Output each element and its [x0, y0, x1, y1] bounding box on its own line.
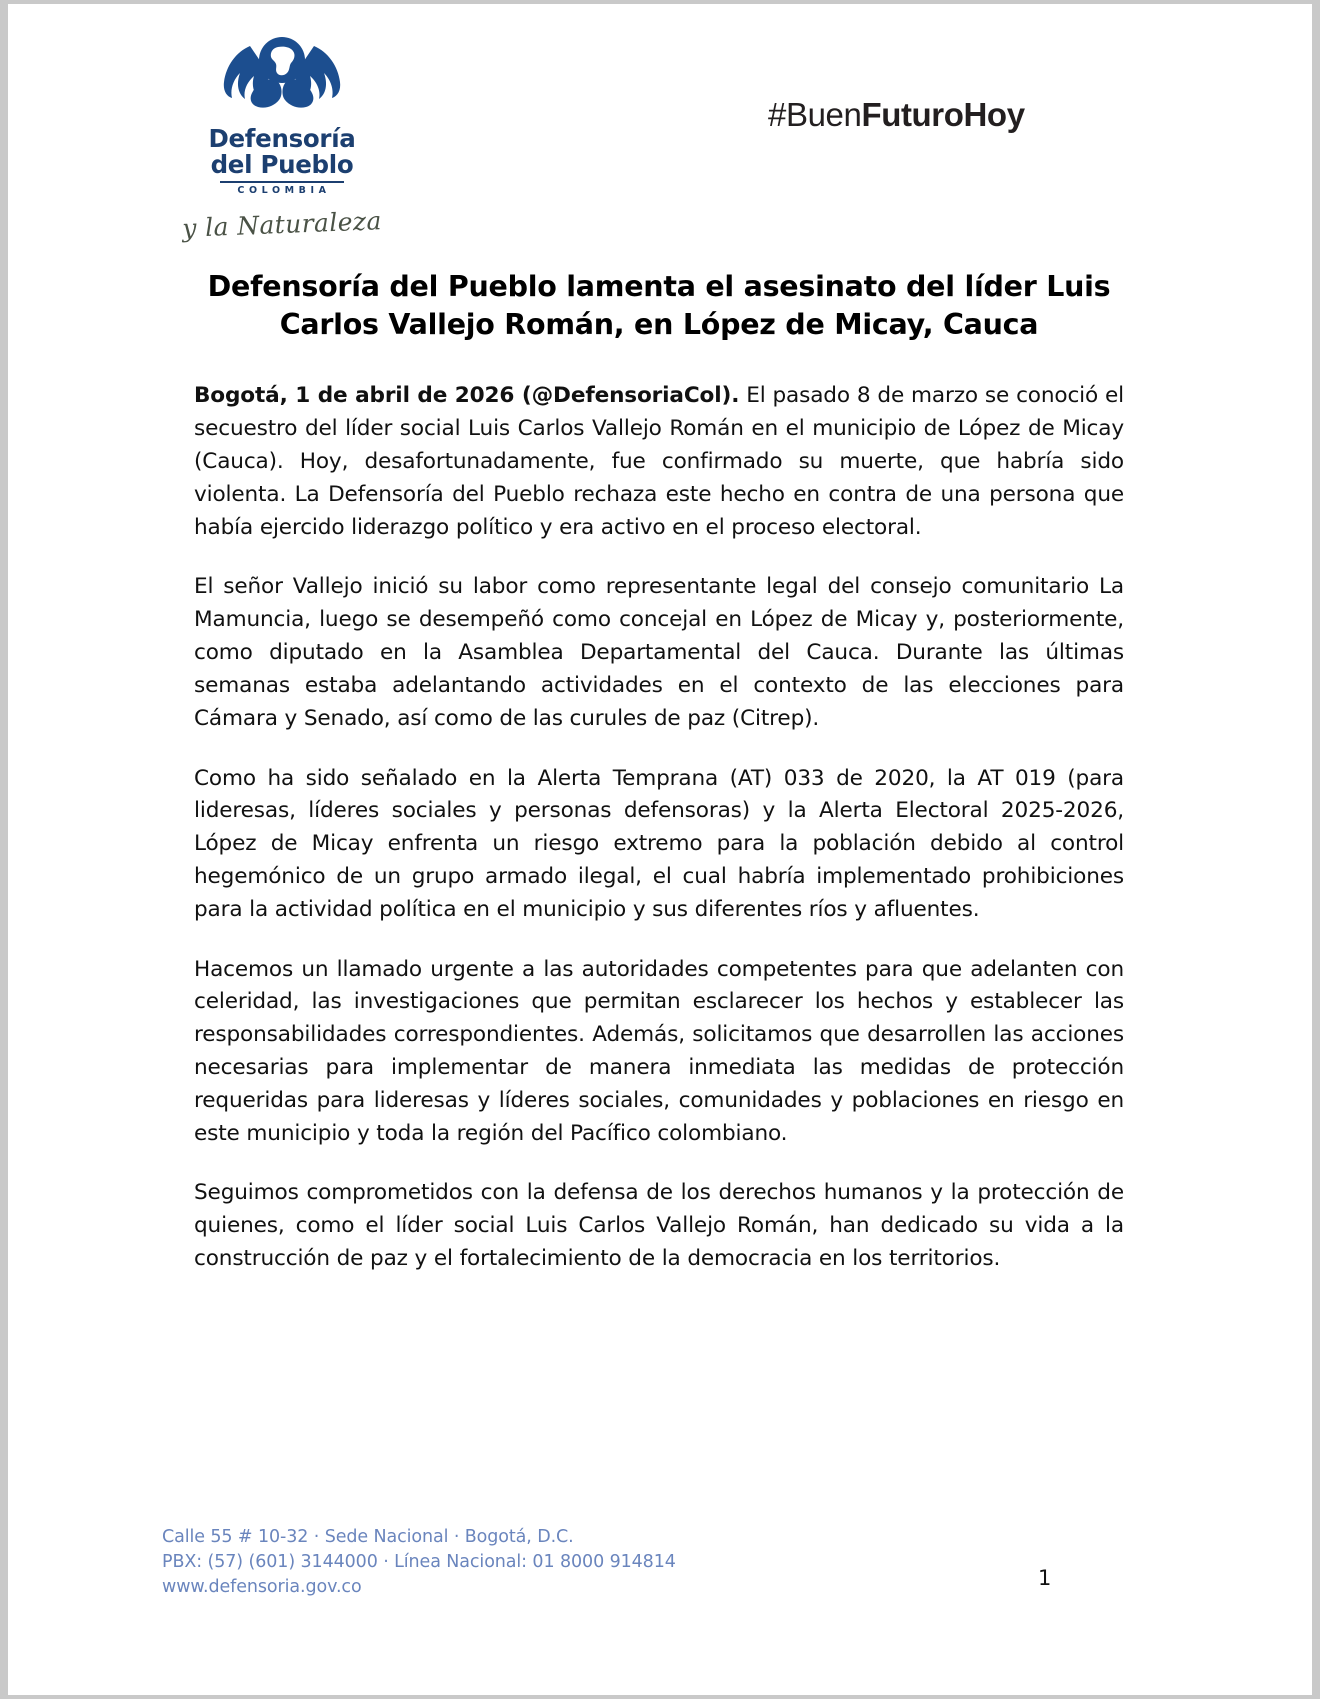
footer-address: Calle 55 # 10-32 · Sede Nacional · Bogotá, D.C.: [162, 1527, 574, 1547]
dateline: Bogotá, 1 de abril de 2026 (@DefensoriaCol).: [194, 383, 740, 409]
page-title: Defensoría del Pueblo lamenta el asesinato del líder Luis Carlos Vallejo Román, en López de Micay, Cauca: [207, 270, 1111, 342]
paragraph-1: [194, 380, 1124, 544]
logo-name-line-2: del Pueblo: [210, 149, 354, 179]
footer-phone: PBX: (57) (601) 3144000 · Línea Nacional: 01 8000 914814: [162, 1552, 676, 1573]
page-number: 1: [1038, 1566, 1052, 1590]
dove-emblem-icon: [216, 32, 348, 124]
logo-tagline: y la Naturaleza: [181, 206, 383, 243]
paragraph-4: Hacemos un llamado urgente a las autoridades competentes para que adelanten con celeridad, las investigaciones que permitan esclarecer los hechos y establecer las responsabilidades correspondientes. Además, solicitamos que desarrollen las acciones necesarias para implementar de manera inmediata las medidas de protección requeridas para lideresas y líderes sociales, comunidades y poblaciones en riesgo en este municipio y toda la región del Pacífico colombiano.: [194, 956, 1124, 1146]
paragraph-5: Seguimos comprometidos con la defensa de los derechos humanos y la protección de quienes, como el líder social Luis Carlos Vallejo Román, han dedicado su vida a la construcción de paz y el fortalecimiento de la democracia en los territorios.: [194, 1180, 1124, 1272]
campaign-hashtag: [768, 96, 1025, 134]
footer-website[interactable]: www.defensoria.gov.co: [162, 1577, 362, 1598]
hashtag-bold-part: FuturoHoy: [861, 96, 1025, 133]
logo-divider: [220, 181, 344, 183]
paragraph-1-text: El pasado 8 de marzo se conoció el secuestro del líder social Luis Carlos Vallejo Román en el municipio de López de Micay (Cauca). Hoy, desafortunadamente, fue confirmado su muerte, que habría sido violenta. La Defensoría del Pueblo rechaza este hecho en contra de una persona que había ejercido liderazgo político y era activo en el proceso electoral.: [194, 383, 1125, 540]
paragraph-2: El señor Vallejo inició su labor como representante legal del consejo comunitario La Mamuncia, luego se desempeñó como concejal en López de Micay y, posteriormente, como diputado en la Asamblea Departamental del Cauca. Durante las últimas semanas estaba adelantando actividades en el contexto de las elecciones para Cámara y Senado, así como de las curules de paz (Citrep).: [194, 574, 1124, 731]
logo-name-line-1: Defensoría: [208, 124, 356, 153]
defensoria-logo: [181, 32, 383, 243]
logo-country-label: COLOMBIA: [237, 184, 331, 196]
document-content: [194, 268, 1124, 1276]
paragraph-3: Como ha sido señalado en la Alerta Temprana (AT) 033 de 2020, la AT 019 (para lideresas, líderes sociales y personas defensoras) y la Alerta Electoral 2025-2026, López de Micay enfrenta un riesgo extremo para la población debido al control hegemónico de un grupo armado ilegal, el cual habría implementado prohibiciones para la actividad política en el municipio y sus diferentes ríos y afluentes.: [194, 765, 1124, 922]
document-footer: [162, 1525, 1162, 1601]
hashtag-light-part: #Buen: [768, 96, 862, 133]
document-page: [8, 4, 1312, 1695]
document-header: [8, 4, 1312, 243]
